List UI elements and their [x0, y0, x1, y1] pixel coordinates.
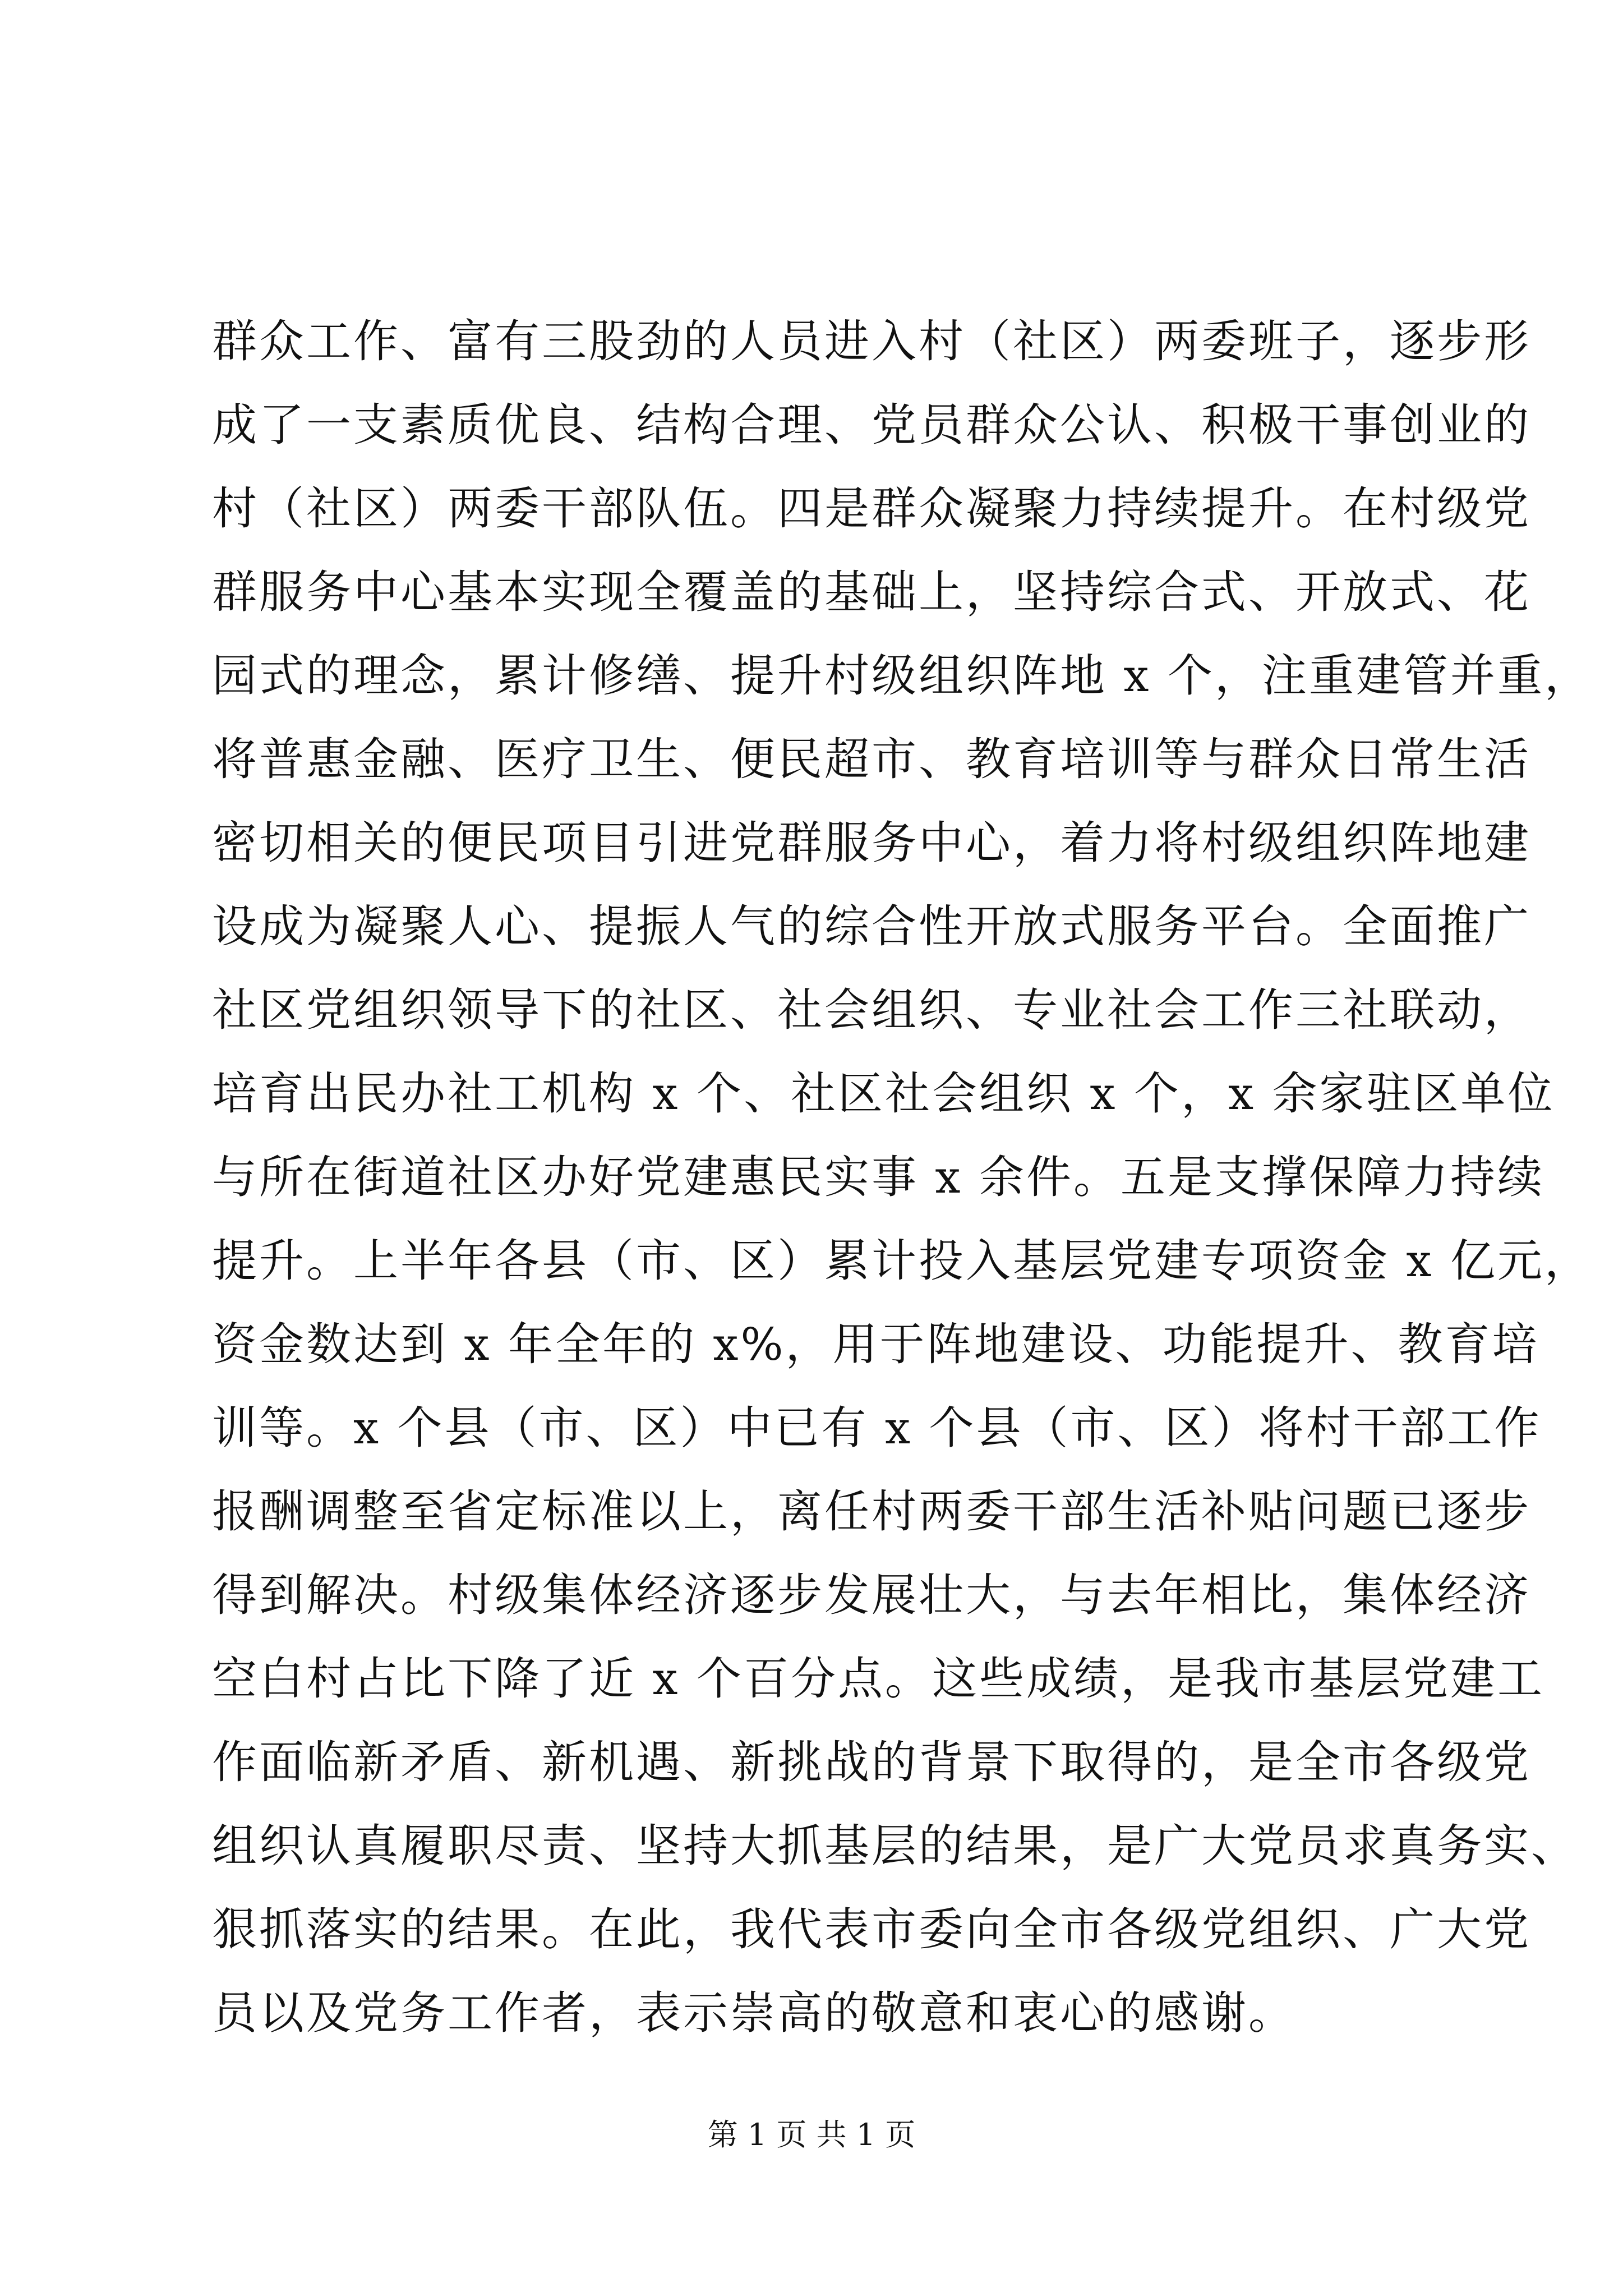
text-line: 空白村占比下降了近 x 个百分点。这些成绩，是我市基层党建工 — [212, 1653, 1544, 1705]
text-line: 园式的理念，累计修缮、提升村级组织阵地 x 个，注重建管并重， — [212, 650, 1592, 702]
body-paragraph — [212, 300, 1592, 2055]
text-line: 资金数达到 x 年全年的 x%，用于阵地建设、功能提升、教育培 — [212, 1318, 1539, 1370]
text-line: 得到解决。村级集体经济逐步发展壮大，与去年相比，集体经济 — [212, 1569, 1531, 1621]
text-line: 提升。上半年各县（市、区）累计投入基层党建专项资金 x 亿元， — [212, 1235, 1592, 1287]
text-line: 狠抓落实的结果。在此，我代表市委向全市各级党组织、广大党 — [212, 1903, 1531, 1955]
text-line: 设成为凝聚人心、提振人气的综合性开放式服务平台。全面推广 — [212, 900, 1531, 953]
text-line: 培育出民办社工机构 x 个、社区社会组织 x 个，x 余家驻区单位 — [212, 1068, 1555, 1120]
text-line: 报酬调整至省定标准以上，离任村两委干部生活补贴问题已逐步 — [212, 1485, 1531, 1538]
text-line: 群众工作、富有三股劲的人员进入村（社区）两委班子，逐步形 — [212, 315, 1531, 367]
page-footer — [0, 2118, 1623, 2152]
text-line: 社区党组织领导下的社区、社会组织、专业社会工作三社联动， — [212, 984, 1531, 1036]
text-line: 密切相关的便民项目引进党群服务中心，着力将村级组织阵地建 — [212, 817, 1531, 869]
text-line: 村（社区）两委干部队伍。四是群众凝聚力持续提升。在村级党 — [212, 482, 1531, 535]
text-line: 训等。x 个县（市、区）中已有 x 个县（市、区）将村干部工作 — [212, 1402, 1542, 1454]
page-number-label: 第 1 页 共 1 页 — [707, 2117, 916, 2152]
text-line: 组织认真履职尽责、坚持大抓基层的结果，是广大党员求真务实、 — [212, 1820, 1578, 1872]
text-line: 成了一支素质优良、结构合理、党员群众公认、积极干事创业的 — [212, 399, 1531, 451]
text-line: 将普惠金融、医疗卫生、便民超市、教育培训等与群众日常生活 — [212, 733, 1531, 785]
text-line: 与所在街道社区办好党建惠民实事 x 余件。五是支撑保障力持续 — [212, 1151, 1544, 1203]
text-line: 群服务中心基本实现全覆盖的基础上，坚持综合式、开放式、花 — [212, 566, 1531, 618]
text-line: 作面临新矛盾、新机遇、新挑战的背景下取得的，是全市各级党 — [212, 1736, 1531, 1788]
text-line-last: 员以及党务工作者，表示崇高的敬意和衷心的感谢。 — [212, 1987, 1295, 2039]
